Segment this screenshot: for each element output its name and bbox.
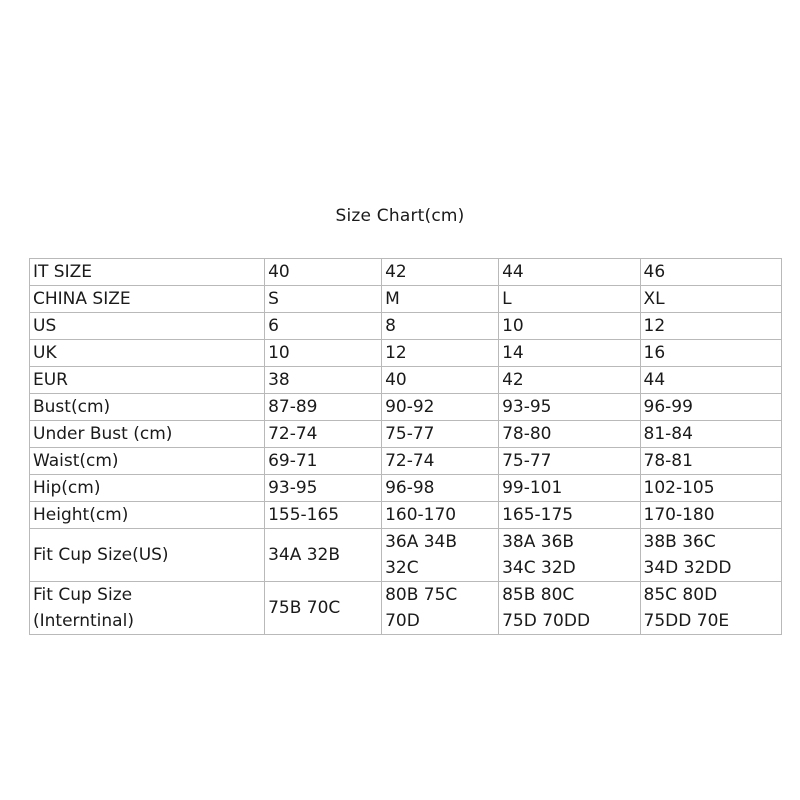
table-cell (640, 367, 781, 394)
table-cell (499, 582, 640, 635)
row-label-text: Bust(cm) (33, 397, 111, 417)
table-row (30, 529, 782, 582)
table-cell (640, 502, 781, 529)
row-label-text: EUR (33, 370, 68, 390)
cell-value: 93-95 (502, 397, 552, 417)
size-chart-body (30, 259, 782, 635)
table-cell (499, 340, 640, 367)
cell-value: 46 (643, 262, 666, 282)
table-cell (382, 394, 499, 421)
row-label (30, 582, 265, 635)
cell-value: 34C 32D (502, 558, 576, 578)
cell-value: 72-74 (385, 451, 435, 471)
cell-value: 8 (385, 316, 396, 336)
table-row (30, 286, 782, 313)
row-label (30, 367, 265, 394)
table-row (30, 313, 782, 340)
cell-value: 87-89 (268, 397, 318, 417)
row-label-text: CHINA SIZE (33, 289, 131, 309)
cell-value: S (268, 289, 279, 309)
table-cell (640, 340, 781, 367)
table-cell (382, 286, 499, 313)
table-cell (640, 448, 781, 475)
table-cell (382, 475, 499, 502)
cell-value: 10 (268, 343, 290, 363)
table-cell (265, 582, 382, 635)
table-cell (265, 313, 382, 340)
cell-value: L (502, 289, 512, 309)
table-row (30, 502, 782, 529)
row-label-text: Waist(cm) (33, 451, 119, 471)
row-label (30, 502, 265, 529)
cell-value: 160-170 (385, 505, 457, 525)
cell-value: 99-101 (502, 478, 563, 498)
table-cell (265, 259, 382, 286)
row-label-text: US (33, 316, 57, 336)
row-label-text: Under Bust (cm) (33, 424, 173, 444)
table-cell (640, 286, 781, 313)
page-title: Size Chart(cm) (335, 206, 465, 226)
table-cell (265, 421, 382, 448)
table-cell (640, 394, 781, 421)
cell-value: 93-95 (268, 478, 318, 498)
table-cell (499, 259, 640, 286)
cell-value: 6 (268, 316, 279, 336)
cell-value: 170-180 (643, 505, 715, 525)
table-cell (382, 340, 499, 367)
table-cell (382, 582, 499, 635)
cell-value: 96-98 (385, 478, 435, 498)
table-row (30, 259, 782, 286)
table-cell (382, 313, 499, 340)
table-cell (265, 448, 382, 475)
table-row (30, 394, 782, 421)
cell-value: 85C 80D (643, 585, 718, 605)
cell-value: 165-175 (502, 505, 574, 525)
cell-value: 78-81 (643, 451, 693, 471)
cell-value: 44 (643, 370, 666, 390)
table-cell (265, 340, 382, 367)
table-cell (640, 529, 781, 582)
table-cell (265, 502, 382, 529)
cell-value: 42 (385, 262, 407, 282)
row-label (30, 340, 265, 367)
row-label (30, 286, 265, 313)
cell-value: 14 (502, 343, 524, 363)
cell-value: 72-74 (268, 424, 318, 444)
cell-value: 38A 36B (502, 532, 575, 552)
cell-value: 69-71 (268, 451, 318, 471)
cell-value: 78-80 (502, 424, 552, 444)
table-row (30, 475, 782, 502)
cell-value: 75D 70DD (502, 611, 591, 631)
cell-value: 12 (385, 343, 407, 363)
row-label (30, 448, 265, 475)
table-cell (382, 502, 499, 529)
cell-value: 75B 70C (268, 598, 341, 618)
table-cell (382, 367, 499, 394)
cell-value: 85B 80C (502, 585, 575, 605)
table-cell (499, 394, 640, 421)
row-label (30, 475, 265, 502)
row-label (30, 529, 265, 582)
table-cell (499, 421, 640, 448)
table-cell (499, 502, 640, 529)
table-row (30, 421, 782, 448)
table-cell (640, 421, 781, 448)
table-cell (265, 286, 382, 313)
table-cell (265, 367, 382, 394)
size-chart-table (29, 258, 782, 635)
cell-value: 75DD 70E (643, 611, 730, 631)
table-cell (382, 259, 499, 286)
cell-value: 75-77 (502, 451, 552, 471)
row-label-text: IT SIZE (33, 262, 92, 282)
table-cell (640, 259, 781, 286)
table-row (30, 448, 782, 475)
row-label (30, 421, 265, 448)
cell-value: 70D (385, 611, 420, 631)
table-cell (382, 448, 499, 475)
cell-value: 81-84 (643, 424, 693, 444)
cell-value: M (385, 289, 400, 309)
cell-value: XL (643, 289, 665, 309)
cell-value: 90-92 (385, 397, 435, 417)
table-cell (265, 394, 382, 421)
cell-value: 42 (502, 370, 524, 390)
table-cell (499, 286, 640, 313)
row-label-text: (Interntinal) (33, 611, 134, 631)
table-cell (265, 475, 382, 502)
table-cell (382, 529, 499, 582)
table-row (30, 367, 782, 394)
cell-value: 44 (502, 262, 524, 282)
cell-value: 80B 75C (385, 585, 458, 605)
cell-value: 40 (385, 370, 407, 390)
cell-value: 38B 36C (643, 532, 716, 552)
table-cell (499, 367, 640, 394)
cell-value: 102-105 (643, 478, 715, 498)
row-label-text: Height(cm) (33, 505, 129, 525)
row-label-text: Fit Cup Size (33, 585, 133, 605)
row-label-text: Fit Cup Size(US) (33, 545, 169, 565)
table-row (30, 340, 782, 367)
cell-value: 34A 32B (268, 545, 341, 565)
table-cell (499, 313, 640, 340)
table-cell (382, 421, 499, 448)
row-label (30, 394, 265, 421)
cell-value: 38 (268, 370, 290, 390)
table-cell (499, 475, 640, 502)
table-cell (499, 448, 640, 475)
cell-value: 16 (643, 343, 666, 363)
row-label-text: UK (33, 343, 57, 363)
table-cell (640, 475, 781, 502)
cell-value: 10 (502, 316, 524, 336)
cell-value: 75-77 (385, 424, 435, 444)
table-cell (640, 582, 781, 635)
table-cell (265, 529, 382, 582)
table-row (30, 582, 782, 635)
cell-value: 155-165 (268, 505, 340, 525)
cell-value: 34D 32DD (643, 558, 732, 578)
row-label (30, 313, 265, 340)
row-label (30, 259, 265, 286)
cell-value: 36A 34B (385, 532, 458, 552)
cell-value: 40 (268, 262, 290, 282)
cell-value: 32C (385, 558, 419, 578)
cell-value: 12 (643, 316, 666, 336)
table-cell (640, 313, 781, 340)
row-label-text: Hip(cm) (33, 478, 101, 498)
table-cell (499, 529, 640, 582)
cell-value: 96-99 (643, 397, 693, 417)
